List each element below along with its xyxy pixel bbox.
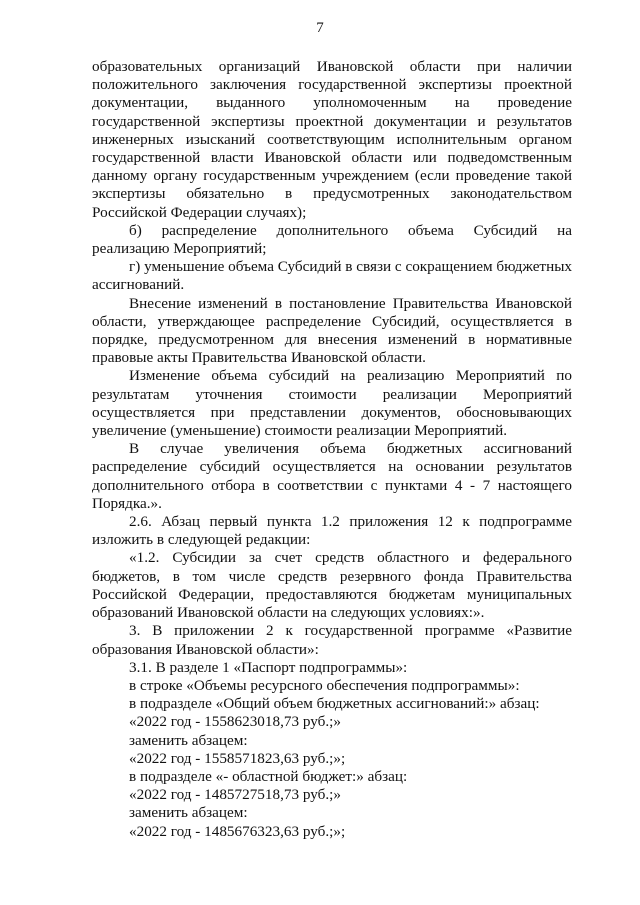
document-body xyxy=(92,58,572,841)
paragraph-regional-budget: в подразделе «- областной бюджет:» абзац: xyxy=(129,767,408,785)
paragraph-old-regional-2022: «2022 год - 1485727518,73 руб.;» xyxy=(129,786,341,804)
paragraph-section-3-1: 3.1. В разделе 1 «Паспорт подпрограммы»: xyxy=(129,658,408,676)
paragraph-item-g: г) уменьшение объема Субсидий в связи с сокращением бюджетных ассигнований. xyxy=(92,258,572,294)
paragraph-continuation: образовательных организаций Ивановской области при наличии положительного заключения государственной экспертизы проектной документации, выданного уполномоченным на проведение государственной экспертизы проектной документации и результатов инженерных изысканий соответствующим исполнительным органом государственной власти Ивановской области или подведомственным данному органу государственным учреждением (если проведение такой экспертизы обязательно в предусмотренных законодательством Российской Федерации случаях); xyxy=(92,58,572,221)
paragraph-amendment-procedure: Внесение изменений в постановление Правительства Ивановской области, утверждающее распределение Субсидий, осуществляется в порядке, предусмотренном для внесения изменений в нормативные правовые акты Правительства Ивановской области. xyxy=(92,294,572,367)
paragraph-section-3: 3. В приложении 2 к государственной программе «Развитие образования Ивановской области»: xyxy=(92,622,572,658)
paragraph-new-regional-2022: «2022 год - 1485676323,63 руб.;»; xyxy=(129,822,346,840)
paragraph-clause-1-2: «1.2. Субсидии за счет средств областного и федерального бюджетов, в том числе средств резервного фонда Правительства Российской Федерации, предоставляются бюджетам муниципальных образований Ивановской области на следующих условиях:». xyxy=(92,549,572,622)
paragraph-subsidy-change: Изменение объема субсидий на реализацию Мероприятий по результатам уточнения стоимости реализации Мероприятий осуществляется при представлении документов, обосновывающих увеличение (уменьшение) стоимости реализации Мероприятий. xyxy=(92,367,572,440)
paragraph-replace-label-2: заменить абзацем: xyxy=(129,804,248,822)
paragraph-old-total-2022: «2022 год - 1558623018,73 руб.;» xyxy=(129,713,341,731)
paragraph-replace-label-1: заменить абзацем: xyxy=(129,731,248,749)
paragraph-additional-selection: В случае увеличения объема бюджетных ассигнований распределение субсидий осуществляется на основании результатов дополнительного отбора в соответствии с пунктами 4 - 7 настоящего Порядка.». xyxy=(92,440,572,512)
page-number: 7 xyxy=(316,20,324,36)
paragraph-total-budget: в подразделе «Общий объем бюджетных ассигнований:» абзац: xyxy=(129,695,540,713)
paragraph-section-2-6: 2.6. Абзац первый пункта 1.2 приложения 12 к подпрограмме изложить в следующей редакции: xyxy=(92,513,572,549)
paragraph-new-total-2022: «2022 год - 1558571823,63 руб.;»; xyxy=(129,749,346,767)
paragraph-item-b: б) распределение дополнительного объема Субсидий на реализацию Мероприятий; xyxy=(92,221,572,258)
paragraph-resource-line: в строке «Объемы ресурсного обеспечения подпрограммы»: xyxy=(129,676,520,694)
